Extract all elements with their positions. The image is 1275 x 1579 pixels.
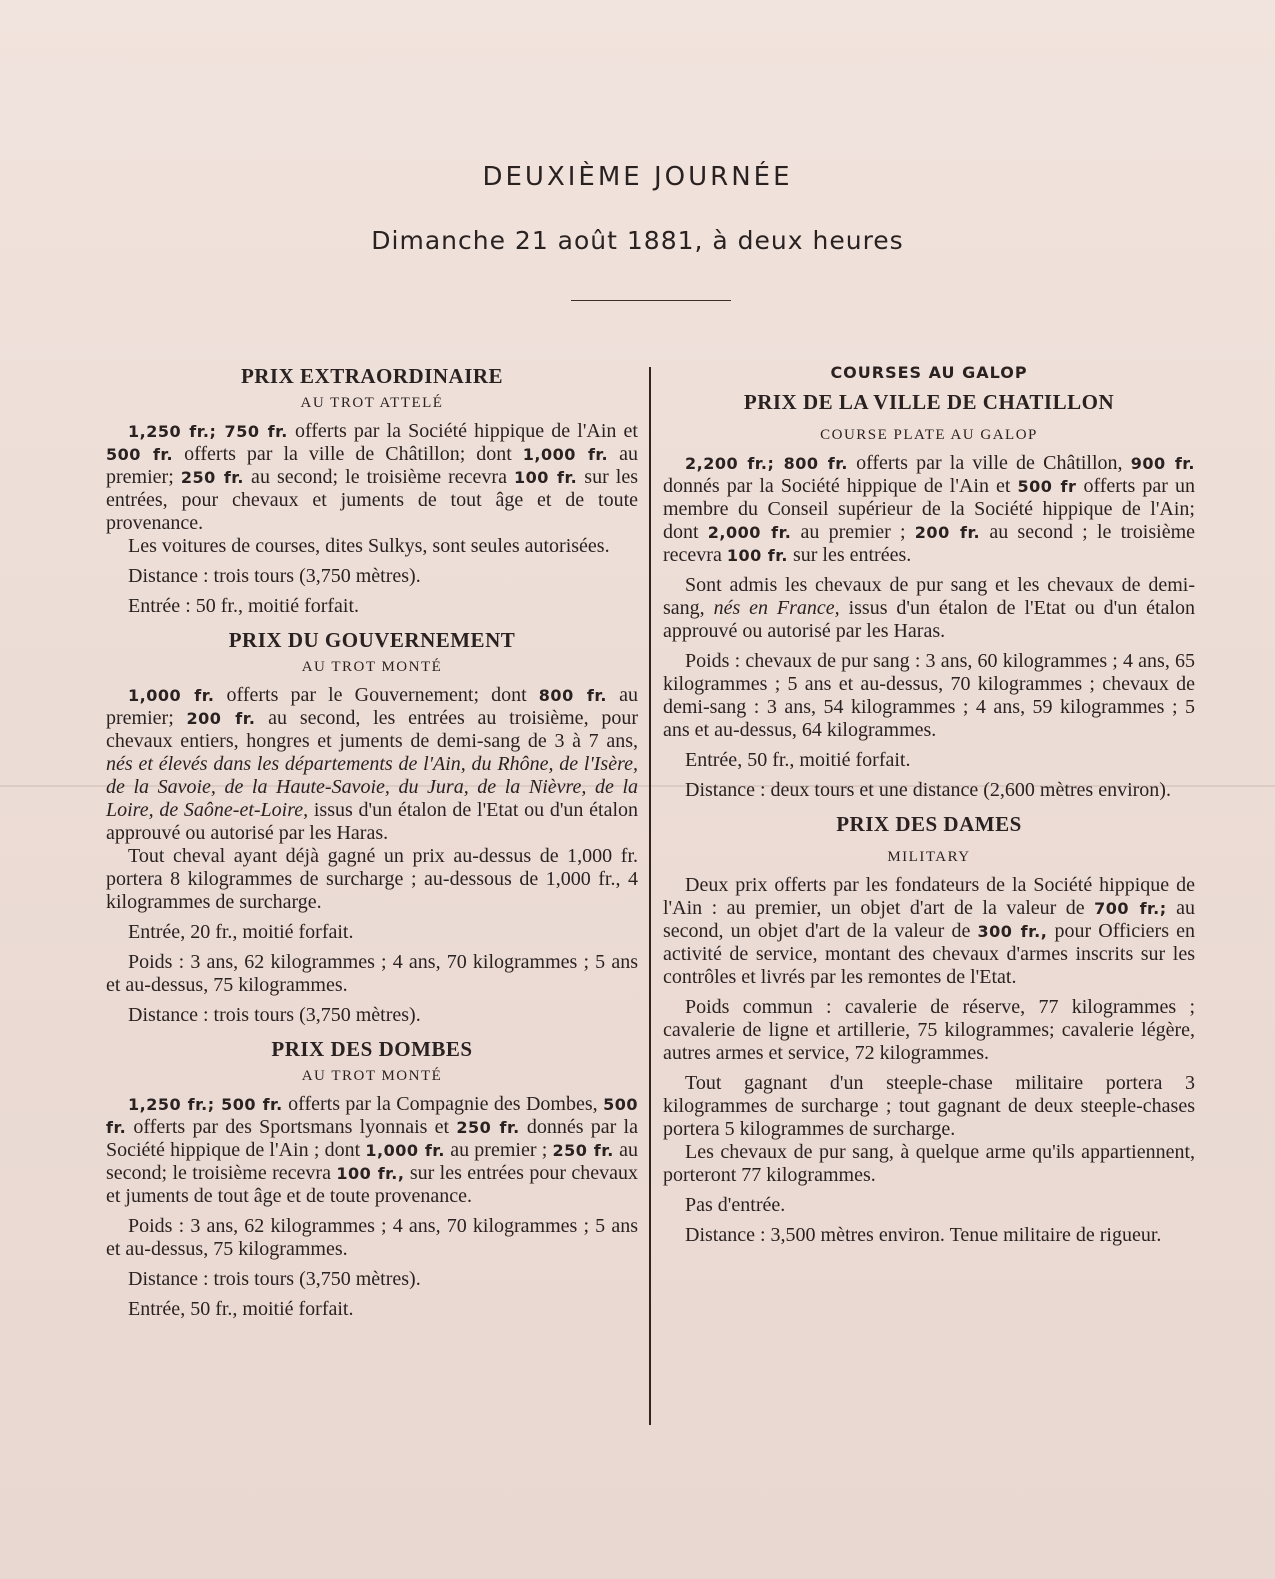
right-column <box>663 362 1195 1247</box>
section-paragraph: Entrée, 20 fr., moitié forfait. <box>128 921 354 943</box>
section-prix-du-gouvernement <box>106 626 638 1027</box>
section-title: PRIX EXTRAORDINAIRE <box>240 364 504 388</box>
section-paragraph: Tout cheval ayant déjà gagné un prix au-dessus de 1,000 fr. portera 8 kilogrammes de surcharge ; au-dessous de 1,000 fr., 4 kilogrammes de surcharge. <box>106 845 638 913</box>
section-paragraph: Pas d'entrée. <box>685 1194 786 1216</box>
section-paragraph: Les voitures de courses, dites Sulkys, sont seules autorisées. <box>128 535 610 557</box>
section-subtitle: AU TROT ATTELÉ <box>300 395 444 411</box>
section-paragraph: Distance : trois tours (3,750 mètres). <box>128 1004 421 1026</box>
column-header: COURSES AU GALOP <box>830 363 1028 382</box>
section-paragraph: 1,000 fr. offerts par le Gouvernement; dont 800 fr. au premier; 200 fr. au second, les entrées au troisième, pour chevaux entiers, hongres et juments de demi-sang de 3 à 7 ans, nés et élevés dans les départements de l'Ain, du Rhône, de l'Isère, de la Savoie, de la Haute-Savoie, du Jura, de la Nièvre, de la Loire, de Saône-et-Loire, issus d'un étalon de l'Etat ou d'un étalon approuvé ou autorisé par les Haras. <box>106 684 639 844</box>
section-paragraph: Distance : trois tours (3,750 mètres). <box>128 1268 421 1290</box>
section-paragraph: Poids : 3 ans, 62 kilogrammes ; 4 ans, 70 kilogrammes ; 5 ans et au-dessus, 75 kilogrammes. <box>106 1215 638 1260</box>
section-subtitle: MILITARY <box>887 849 971 865</box>
section-prix-de-la-ville-de-chatillon <box>663 362 1195 802</box>
section-paragraph: Poids commun : cavalerie de réserve, 77 kilogrammes ; cavalerie de ligne et artillerie, 75 kilogrammes; cavalerie légère, autres armes et service, 72 kilogrammes. <box>663 996 1195 1064</box>
section-paragraph: 1,250 fr.; 750 fr. offerts par la Société hippique de l'Ain et 500 fr. offerts par la ville de Châtillon; dont 1,000 fr. au premier; 250 fr. au second; le troisième recevra 100 fr. sur les entrées, pour chevaux et juments de tout âge et de toute provenance. <box>106 420 639 534</box>
section-title: PRIX DES DAMES <box>836 812 1022 836</box>
section-paragraph: Poids : 3 ans, 62 kilogrammes ; 4 ans, 70 kilogrammes ; 5 ans et au-dessus, 75 kilogrammes. <box>106 951 638 996</box>
page-subtitle: Dimanche 21 août 1881, à deux heures <box>371 226 904 255</box>
section-paragraph: 2,200 fr.; 800 fr. offerts par la ville de Châtillon, 900 fr. donnés par la Société hippique de l'Ain et 500 fr offerts par un membre du Conseil supérieur de la Société hippique de l'Ain; dont 2,000 fr. au premier ; 200 fr. au second ; le troisième recevra 100 fr. sur les entrées. <box>663 452 1196 566</box>
section-paragraph: 1,250 fr.; 500 fr. offerts par la Compagnie des Dombes, 500 fr. offerts par des Sportsmans lyonnais et 250 fr. donnés par la Société hippique de l'Ain ; dont 1,000 fr. au premier ; 250 fr. au second; le troisième recevra 100 fr., sur les entrées pour chevaux et juments de tout âge et de toute provenance. <box>106 1093 638 1207</box>
left-column <box>106 362 638 1321</box>
section-subtitle: COURSE PLATE AU GALOP <box>820 427 1038 443</box>
section-prix-des-dombes <box>106 1035 638 1321</box>
section-title: PRIX DES DOMBES <box>271 1037 473 1061</box>
section-paragraph: Entrée : 50 fr., moitié forfait. <box>128 595 360 617</box>
section-paragraph: Distance : deux tours et une distance (2,600 mètres environ). <box>685 779 1171 801</box>
section-paragraph: Distance : 3,500 mètres environ. Tenue militaire de rigueur. <box>685 1224 1162 1246</box>
section-subtitle: AU TROT MONTÉ <box>301 659 443 675</box>
section-subtitle: AU TROT MONTÉ <box>301 1068 443 1084</box>
section-paragraph: Les chevaux de pur sang, à quelque arme qu'ils appartiennent, porteront 77 kilogrammes. <box>663 1141 1195 1186</box>
column-divider <box>649 367 651 1425</box>
section-paragraph: Deux prix offerts par les fondateurs de la Société hippique de l'Ain : au premier, un objet d'art de la valeur de 700 fr.; au second, un objet d'art de la valeur de 300 fr., pour Officiers en activité de service, montant des chevaux d'armes inscrits sur les contrôles et livrés par les remontes de l'Etat. <box>663 874 1196 988</box>
title-divider <box>571 300 731 301</box>
section-title: PRIX DU GOUVERNEMENT <box>228 628 516 652</box>
section-paragraph: Tout gagnant d'un steeple-chase militaire portera 3 kilogrammes de surcharge ; tout gagnant de deux steeple-chases portera 5 kilogrammes de surcharge. <box>663 1072 1195 1140</box>
section-paragraph: Entrée, 50 fr., moitié forfait. <box>128 1298 354 1320</box>
section-paragraph: Distance : trois tours (3,750 mètres). <box>128 565 421 587</box>
section-paragraph: Sont admis les chevaux de pur sang et les chevaux de demi-sang, nés en France, issus d'un étalon de l'Etat ou d'un étalon approuvé ou autorisé par les Haras. <box>663 574 1196 642</box>
section-prix-des-dames <box>663 810 1195 1247</box>
section-paragraph: Entrée, 50 fr., moitié forfait. <box>685 749 911 771</box>
page-title: DEUXIÈME JOURNÉE <box>482 162 793 192</box>
section-prix-extraordinaire <box>106 362 638 618</box>
section-paragraph: Poids : chevaux de pur sang : 3 ans, 60 kilogrammes ; 4 ans, 65 kilogrammes ; 5 ans et au-dessus, 70 kilogrammes ; chevaux de demi-sang : 3 ans, 54 kilogrammes ; 4 ans, 59 kilogrammes ; 5 ans et au-dessus, 64 kilogrammes. <box>663 650 1195 741</box>
section-title: PRIX DE LA VILLE DE CHATILLON <box>743 390 1115 414</box>
